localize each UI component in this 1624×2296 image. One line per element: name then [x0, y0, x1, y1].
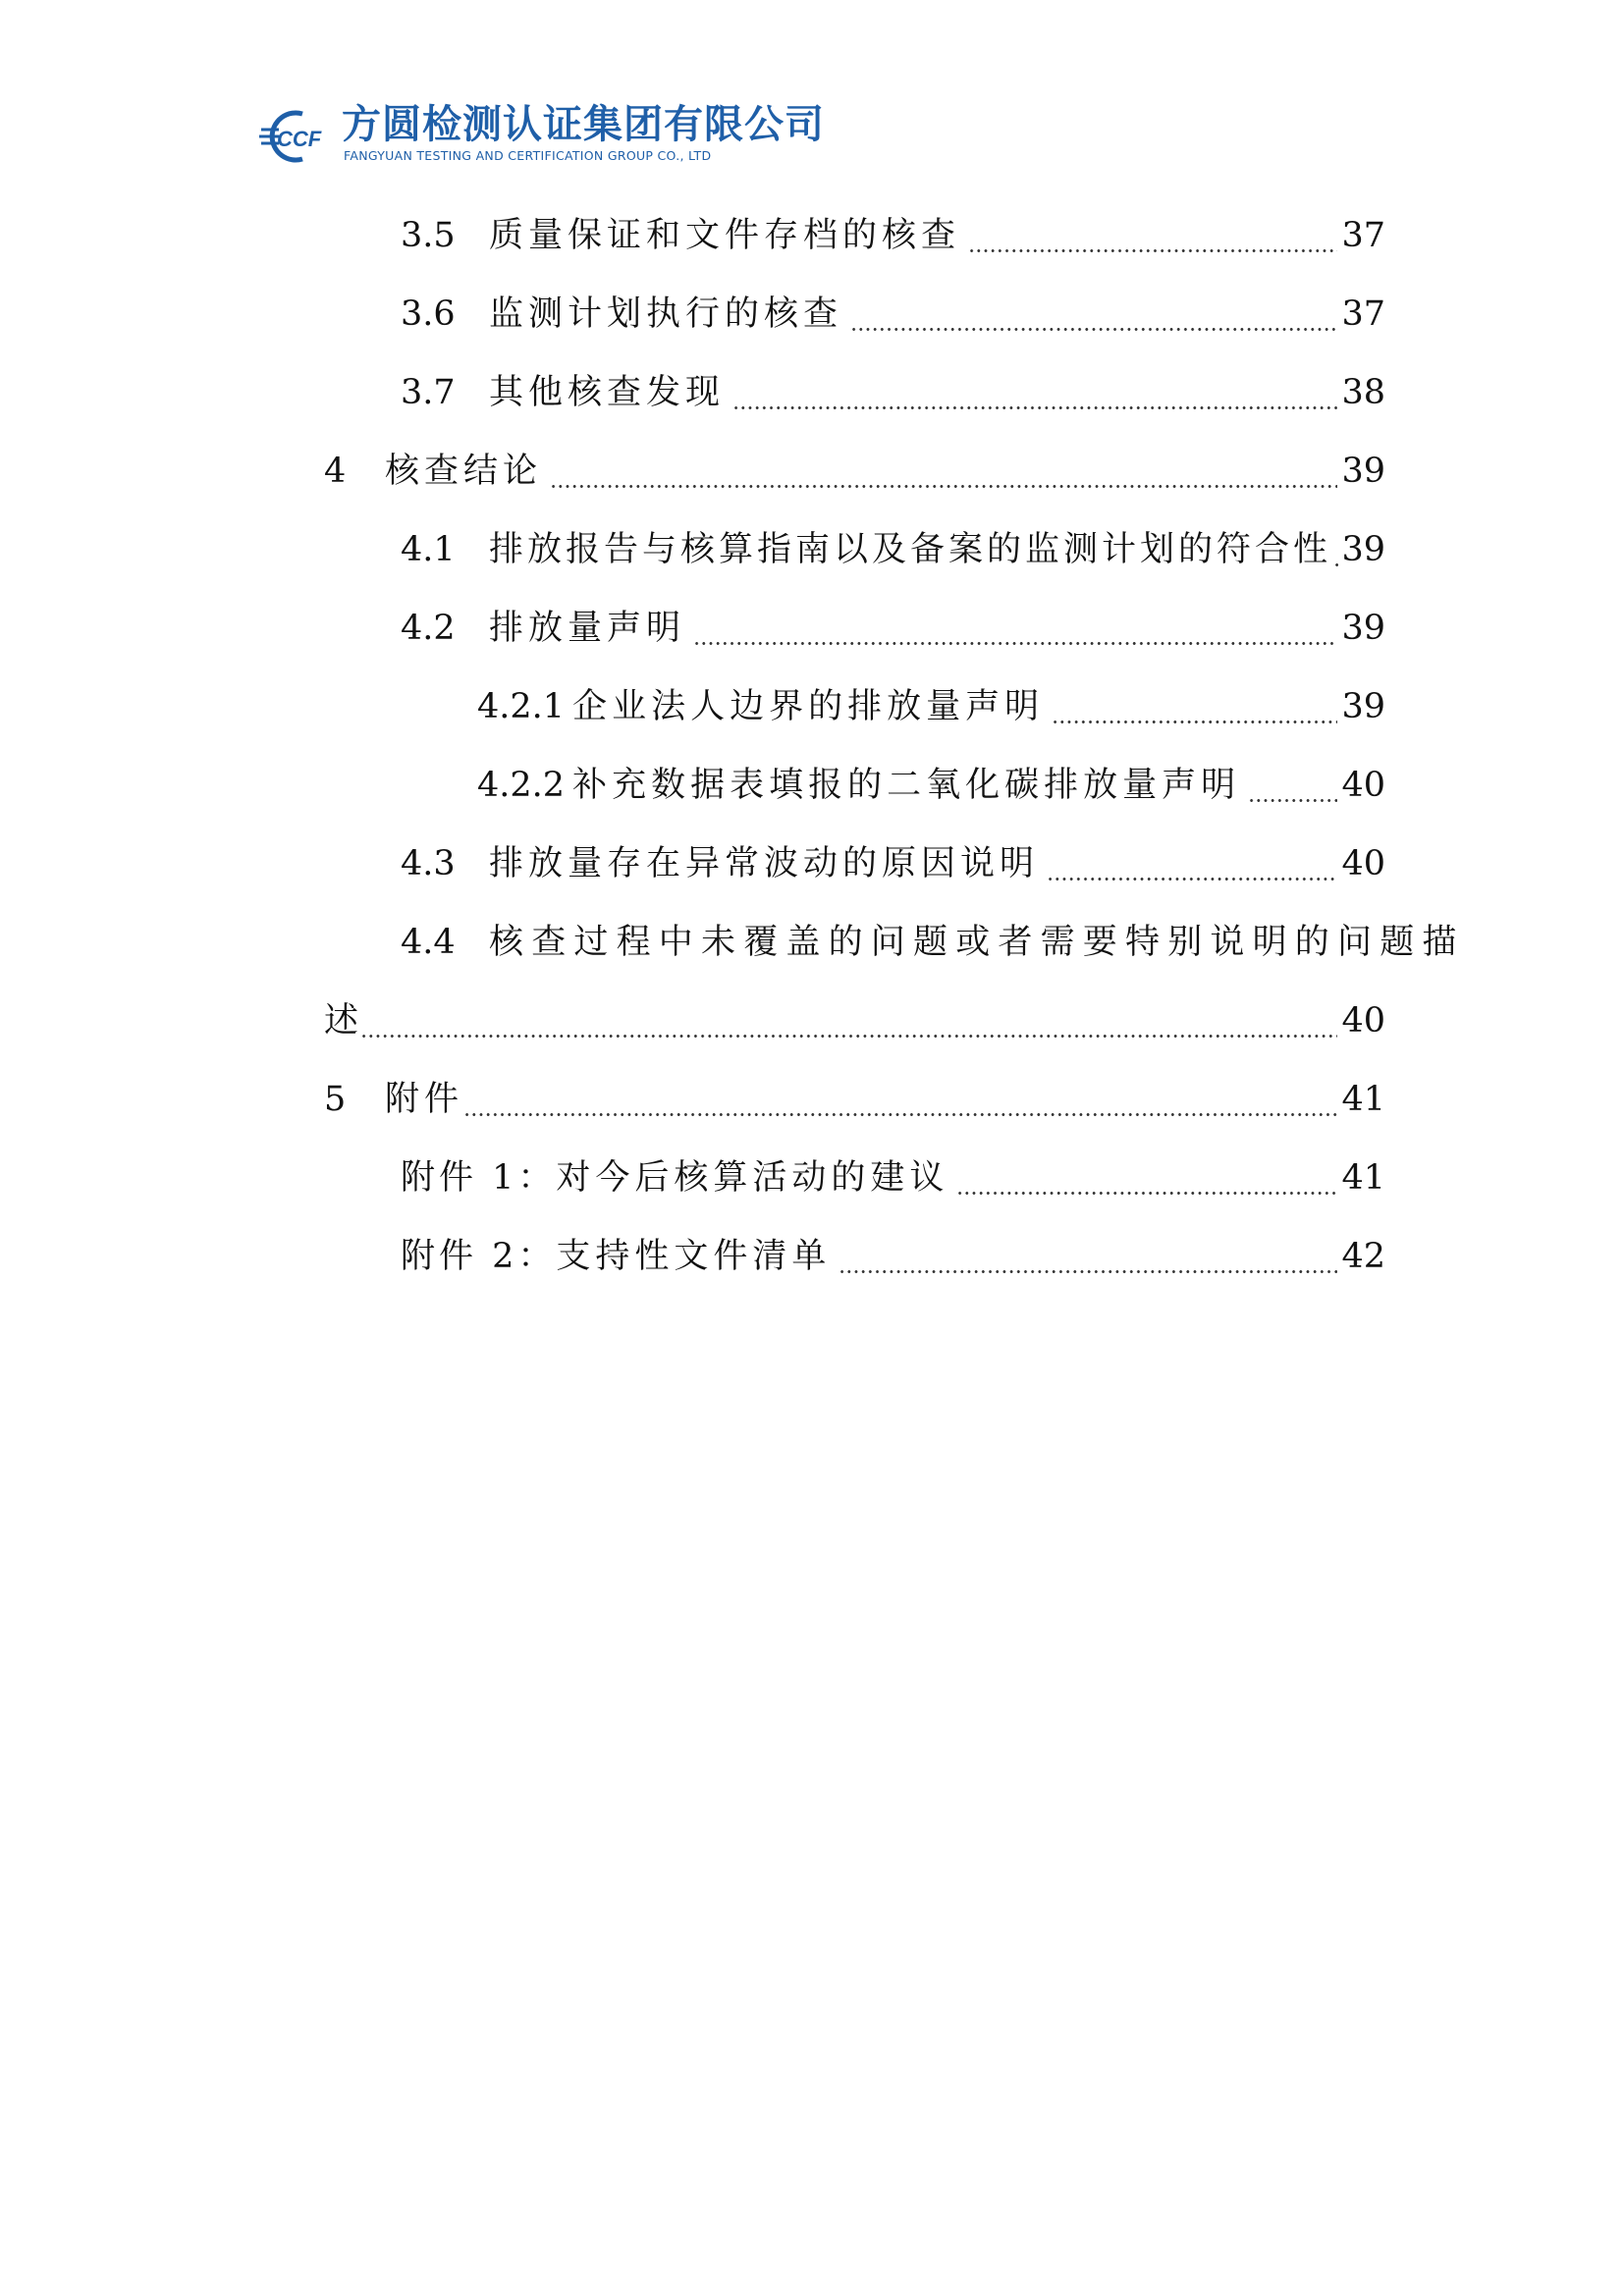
toc-title: 对今后核算活动的建议 — [556, 1158, 949, 1198]
toc-number: 4.1 — [401, 530, 456, 569]
ccf-logo-icon — [257, 106, 342, 167]
toc-title: 补充数据表填报的二氧化碳排放量声明 — [572, 766, 1241, 805]
toc-page-number: 40 — [1341, 766, 1385, 805]
header-logo — [257, 102, 825, 171]
toc-number: 4.2.2 — [477, 766, 566, 805]
toc-title: 企业法人边界的排放量声明 — [572, 687, 1045, 726]
toc-page-number: 39 — [1341, 452, 1385, 491]
toc-entry-4[interactable] — [324, 447, 1385, 496]
toc-number: 3.7 — [401, 373, 456, 412]
toc-number: 3.6 — [401, 294, 456, 334]
toc-entry-appendix-1[interactable] — [401, 1153, 1385, 1202]
toc-entry-4-4-continued[interactable] — [324, 996, 1385, 1045]
toc-entry-appendix-2[interactable] — [401, 1232, 1385, 1281]
toc-leader-dots — [1047, 839, 1337, 888]
toc-leader-dots — [956, 1153, 1337, 1202]
toc-page-number: 42 — [1341, 1237, 1385, 1276]
toc-title: 排放报告与核算指南以及备案的监测计划的符合性 — [489, 530, 1332, 569]
toc-leader-dots — [1333, 525, 1339, 574]
toc-title: 支持性文件清单 — [556, 1237, 832, 1276]
toc-number: 3.5 — [401, 216, 456, 255]
toc-entry-3-5[interactable] — [401, 211, 1385, 260]
toc-page-number: 39 — [1341, 609, 1385, 648]
toc-leader-dots — [1052, 682, 1337, 731]
toc-title: 监测计划执行的核查 — [489, 294, 843, 334]
toc-title: 附件 — [385, 1080, 464, 1119]
toc-number: 5 — [324, 1080, 347, 1119]
toc-page-number: 40 — [1341, 1001, 1385, 1041]
toc-leader-dots — [968, 211, 1337, 260]
toc-page-number: 38 — [1341, 373, 1385, 412]
toc-page-number: 39 — [1341, 687, 1385, 726]
toc-number: 附件 2： — [401, 1237, 557, 1276]
toc-number: 附件 1： — [401, 1158, 557, 1198]
toc-page-number: 37 — [1341, 216, 1385, 255]
toc-entry-4-1[interactable] — [401, 525, 1385, 574]
svg-text:CCF: CCF — [277, 127, 322, 151]
toc-entry-4-3[interactable] — [401, 839, 1385, 888]
toc-title: 排放量声明 — [489, 609, 686, 648]
toc-entry-4-2[interactable] — [401, 604, 1385, 653]
toc-leader-dots — [550, 447, 1337, 496]
toc-page-number: 40 — [1341, 844, 1385, 883]
toc-leader-dots — [1248, 761, 1337, 810]
toc-title: 质量保证和文件存档的核查 — [489, 216, 961, 255]
toc-number: 4.3 — [401, 844, 456, 883]
toc-leader-dots — [463, 1075, 1337, 1124]
toc-leader-dots — [732, 368, 1337, 417]
company-name-cn: 方圆检测认证集团有限公司 — [342, 102, 825, 147]
toc-page-number: 39 — [1341, 530, 1385, 569]
toc-entry-3-6[interactable] — [401, 290, 1385, 339]
toc-leader-dots — [360, 996, 1337, 1045]
toc-leader-dots — [850, 290, 1337, 339]
toc-number: 4.2 — [401, 609, 456, 648]
toc-page-number: 41 — [1341, 1158, 1385, 1198]
toc-title: 核查结论 — [385, 452, 543, 491]
toc-number: 4.4 — [401, 923, 456, 962]
toc-leader-dots — [839, 1232, 1337, 1281]
toc-page-number: 41 — [1341, 1080, 1385, 1119]
toc-title: 排放量存在异常波动的原因说明 — [489, 844, 1040, 883]
toc-title: 其他核查发现 — [489, 373, 726, 412]
toc-entry-4-2-1[interactable] — [477, 682, 1385, 731]
toc-entry-4-4[interactable] — [401, 918, 1465, 967]
toc-entry-3-7[interactable] — [401, 368, 1385, 417]
toc-entry-5[interactable] — [324, 1075, 1385, 1124]
toc-title-continued: 述 — [324, 1001, 359, 1041]
toc-title: 核查过程中未覆盖的问题或者需要特别说明的问题描 — [489, 923, 1465, 962]
toc-number: 4 — [324, 452, 347, 491]
company-name-en: FANGYUAN TESTING AND CERTIFICATION GROUP CO., LTD — [344, 148, 712, 163]
toc-page-number: 37 — [1341, 294, 1385, 334]
toc-leader-dots — [693, 604, 1337, 653]
toc-entry-4-2-2[interactable] — [477, 761, 1385, 810]
toc-number: 4.2.1 — [477, 687, 566, 726]
